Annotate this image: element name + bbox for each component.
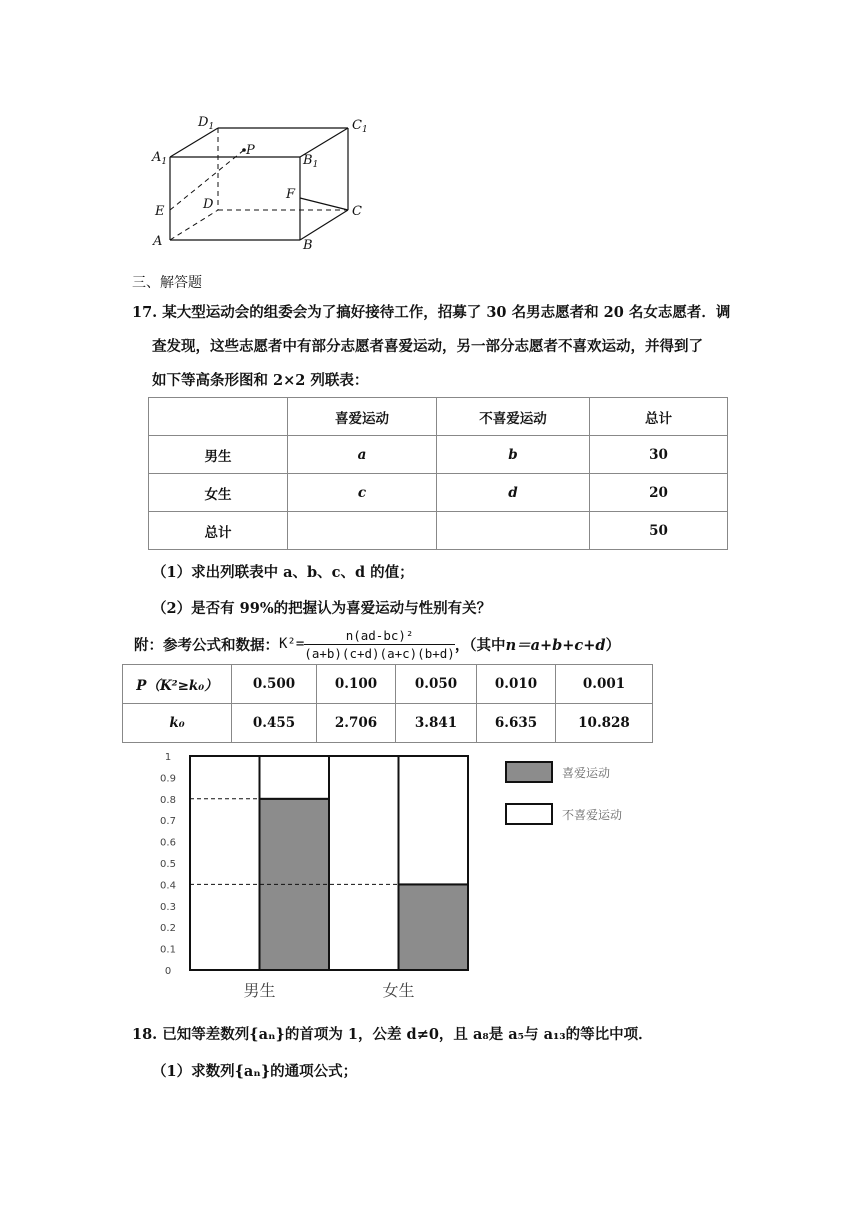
formula-suffix-pre: ，（其中 [454,636,506,654]
q17-line1 [132,296,732,330]
x-category-label: 女生 [382,981,415,1000]
q17-text-line1: 某大型运动会的组委会为了搞好接待工作，招募了 30 名男志愿者和 20 名女志愿者．调 [162,304,731,321]
contingency-cell: 男生 [149,436,288,474]
bar-segment [399,756,469,884]
reference-cell: 0.001 [556,665,653,704]
contingency-table [148,397,728,550]
q17-sub1: （1）求出列联表中 a、b、c、d 的值； [152,564,414,581]
label-f: F [286,187,296,202]
reference-formula [134,623,620,665]
reference-label: P（K²≥k₀） [123,665,232,704]
q18-line [132,1018,752,1052]
contingency-cell: 20 [590,474,728,512]
contingency-cell [437,512,590,550]
formula-fraction [304,628,455,661]
label-a: A [153,234,163,249]
y-tick-label: 0 [164,966,172,977]
label-b: B [303,238,313,253]
y-tick-label: 0.8 [160,794,176,806]
formula-denominator: (a+b)(c+d)(a+c)(b+d) [304,645,455,661]
y-tick-label: 0.5 [160,859,176,870]
q18-text: 已知等差数列{aₙ}的首项为 1，公差 d≠0，且 a₈是 a₅与 a₁₃的等比中项． [162,1026,653,1043]
reference-cell: 0.100 [317,665,396,704]
contingency-cell [288,512,437,550]
reference-cell: 0.500 [232,665,317,704]
reference-cell: 0.455 [232,704,317,743]
y-tick-label: 0.1 [160,944,176,956]
contingency-row [149,512,728,550]
formula-suffix-post: ） [605,636,621,654]
q18-sub1: （1）求数列{aₙ}的通项公式； [152,1063,358,1080]
q17-number: 17. [132,304,158,321]
label-c1: $C_1$ [352,118,368,135]
y-tick-label: 0.7 [160,816,176,828]
contingency-row [149,474,728,512]
contingency-cell: 总计 [149,512,288,550]
legend-swatch [506,762,552,782]
y-tick-label: 0.9 [160,773,176,785]
y-tick-label: 0.4 [160,880,176,892]
reference-row-k [123,704,653,743]
formula-suffix-expr: n＝a+b+c+d [505,636,606,654]
reference-table [122,664,653,743]
contingency-header-cell: 喜爱运动 [288,398,437,436]
label-a1: $A_1$ [152,150,168,167]
contingency-cell: b [437,436,590,474]
reference-cell: 0.010 [477,665,556,704]
contingency-cell: 女生 [149,474,288,512]
legend-swatch [506,804,552,824]
formula-prefix: 附：参考公式和数据： [134,636,279,654]
contingency-header-cell [149,398,288,436]
label-d: D [203,197,214,212]
bar-segment [260,756,330,799]
contingency-cell: 50 [590,512,728,550]
bar-segment [399,884,469,970]
contingency-cell: a [288,436,437,474]
q18-number: 18. [132,1026,158,1043]
reference-cell: 10.828 [556,704,653,743]
contingency-header-cell: 不喜爱运动 [437,398,590,436]
section-title: 三、解答题 [132,275,202,291]
contingency-header-cell: 总计 [590,398,728,436]
label-b1: $B_1$ [303,153,319,170]
x-category-label: 男生 [243,981,276,1000]
reference-cell: 3.841 [396,704,477,743]
cuboid-figure [148,112,378,257]
reference-label: k₀ [123,704,232,743]
reference-row-p [123,665,653,704]
q17-text-line2: 查发现，这些志愿者中有部分志愿者喜爱运动，另一部分志愿者不喜欢运动，并得到了 [152,338,703,355]
q17-text-line3: 如下等高条形图和 2×2 列联表： [152,372,369,389]
reference-cell: 6.635 [477,704,556,743]
contingency-header-row [149,398,728,436]
stacked-bar-chart [150,744,670,1006]
formula-numerator: n(ad-bc)² [304,628,455,645]
formula-lhs: K²= [279,636,305,652]
q17-sub2: （2）是否有 99%的把握认为喜爱运动与性别有关？ [152,600,492,617]
label-e: E [155,204,165,219]
legend-label: 不喜爱运动 [562,808,623,822]
label-d1: $D_1$ [198,115,215,132]
y-tick-label: 1 [164,752,172,763]
contingency-cell: c [288,474,437,512]
legend-label: 喜爱运动 [562,766,611,780]
label-p: P [246,143,255,158]
contingency-cell: d [437,474,590,512]
contingency-cell: 30 [590,436,728,474]
reference-cell: 0.050 [396,665,477,704]
y-tick-label: 0.3 [160,901,176,913]
label-c: C [352,204,362,219]
y-tick-label: 0.6 [160,837,176,849]
y-tick-label: 0.2 [160,923,176,935]
reference-cell: 2.706 [317,704,396,743]
contingency-row [149,436,728,474]
